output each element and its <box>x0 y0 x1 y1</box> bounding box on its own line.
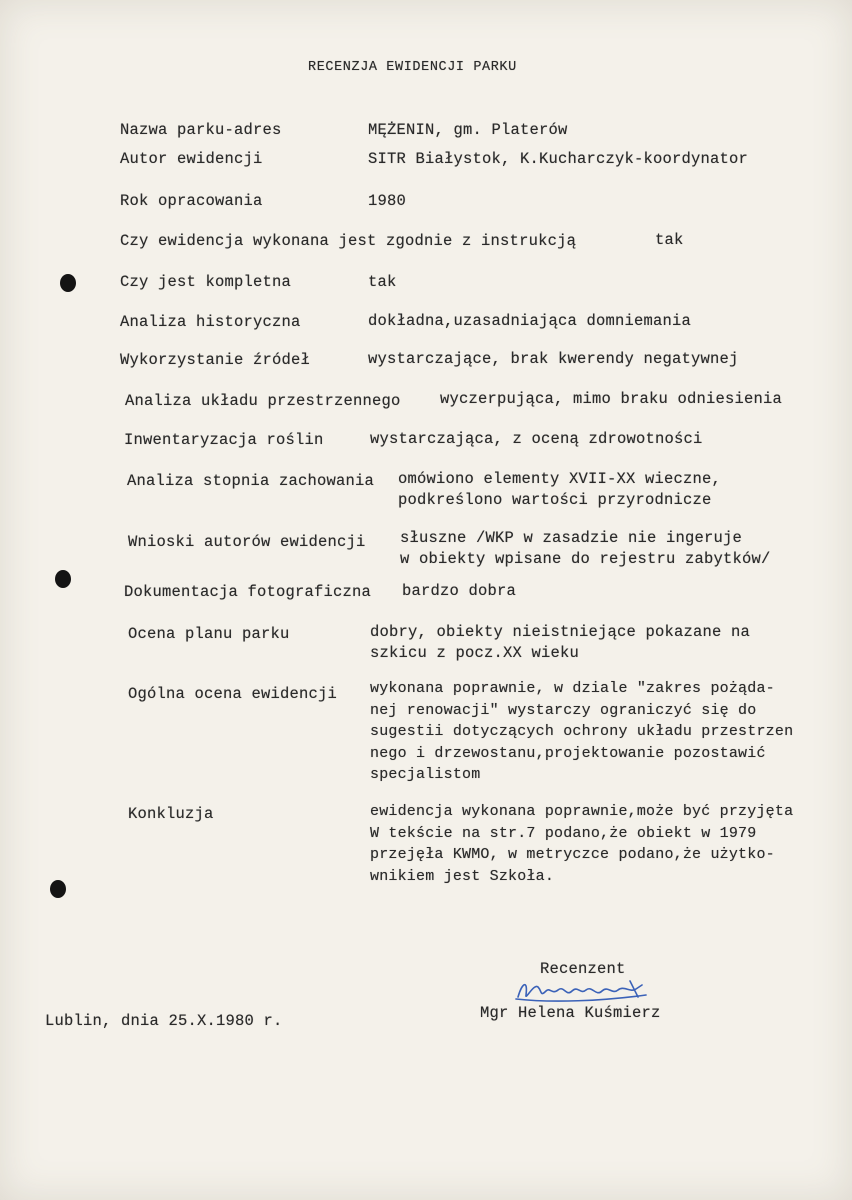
label-sources: Wykorzystanie źródeł <box>120 351 311 369</box>
value-preservation-analysis: omówiono elementy XVII-XX wieczne, podkreślono wartości przyrodnicze <box>398 470 722 509</box>
label-completeness: Czy jest kompletna <box>120 273 292 291</box>
label-plant-inventory: Inwentaryzacja roślin <box>124 431 324 449</box>
value-overall-assessment: wykonana poprawnie, w dziale "zakres pożąda- nej renowacji" wystarczy ograniczyć się do sugestii dotyczących ochrony układu przestrzen nego i drzewostanu,projektowanie pozostawić specjalistom <box>370 680 794 783</box>
label-compliance: Czy ewidencja wykonana jest zgodnie z instrukcją <box>120 232 577 250</box>
label-overall-assessment: Ogólna ocena ewidencji <box>128 685 338 703</box>
document-title: RECENZJA EWIDENCJI PARKU <box>308 60 517 75</box>
value-compliance: tak <box>655 231 684 249</box>
label-photo-documentation: Dokumentacja fotograficzna <box>124 583 372 601</box>
value-historical-analysis: dokładna,uzasadniająca domniemania <box>368 312 692 330</box>
label-conclusion: Konkluzja <box>128 805 214 823</box>
value-plant-inventory: wystarczająca, z oceną zdrowotności <box>370 430 703 448</box>
label-historical-analysis: Analiza historyczna <box>120 313 301 331</box>
punch-hole-top <box>60 274 76 292</box>
label-year: Rok opracowania <box>120 192 263 210</box>
value-completeness: tak <box>368 273 397 291</box>
value-author: SITR Białystok, K.Kucharczyk-koordynator <box>368 150 749 168</box>
value-photo-documentation: bardzo dobra <box>402 582 517 600</box>
signature <box>512 975 662 1005</box>
value-conclusion: ewidencja wykonana poprawnie,może być przyjęta W tekście na str.7 podano,że obiekt w 1979 przejęła KWMO, w metryczce podano,że użytko- wnikiem jest Szkoła. <box>370 803 794 885</box>
reviewer-name: Mgr Helena Kuśmierz <box>480 1004 661 1022</box>
value-park-plan: dobry, obiekty nieistniejące pokazane na szkicu z pocz.XX wieku <box>370 623 751 662</box>
reviewer-heading: Recenzent <box>540 960 626 978</box>
label-conclusions: Wnioski autorów ewidencji <box>128 533 366 551</box>
label-park-name: Nazwa parku-adres <box>120 121 282 139</box>
place-date: Lublin, dnia 25.X.1980 r. <box>45 1012 283 1030</box>
label-preservation-analysis: Analiza stopnia zachowania <box>127 472 375 490</box>
value-sources: wystarczające, brak kwerendy negatywnej <box>368 350 739 368</box>
value-conclusions: słuszne /WKP w zasadzie nie ingeruje w obiekty wpisane do rejestru zabytków/ <box>400 529 771 568</box>
value-year: 1980 <box>368 192 407 210</box>
value-spatial-analysis: wyczerpująca, mimo braku odniesienia <box>440 390 783 408</box>
label-author: Autor ewidencji <box>120 150 263 168</box>
label-spatial-analysis: Analiza układu przestrzennego <box>125 392 401 410</box>
label-park-plan: Ocena planu parku <box>128 625 290 643</box>
punch-hole-middle <box>55 570 71 588</box>
value-park-name: MĘŻENIN, gm. Platerów <box>368 121 568 139</box>
punch-hole-bottom <box>50 880 66 898</box>
signature-scribble <box>512 975 662 1005</box>
